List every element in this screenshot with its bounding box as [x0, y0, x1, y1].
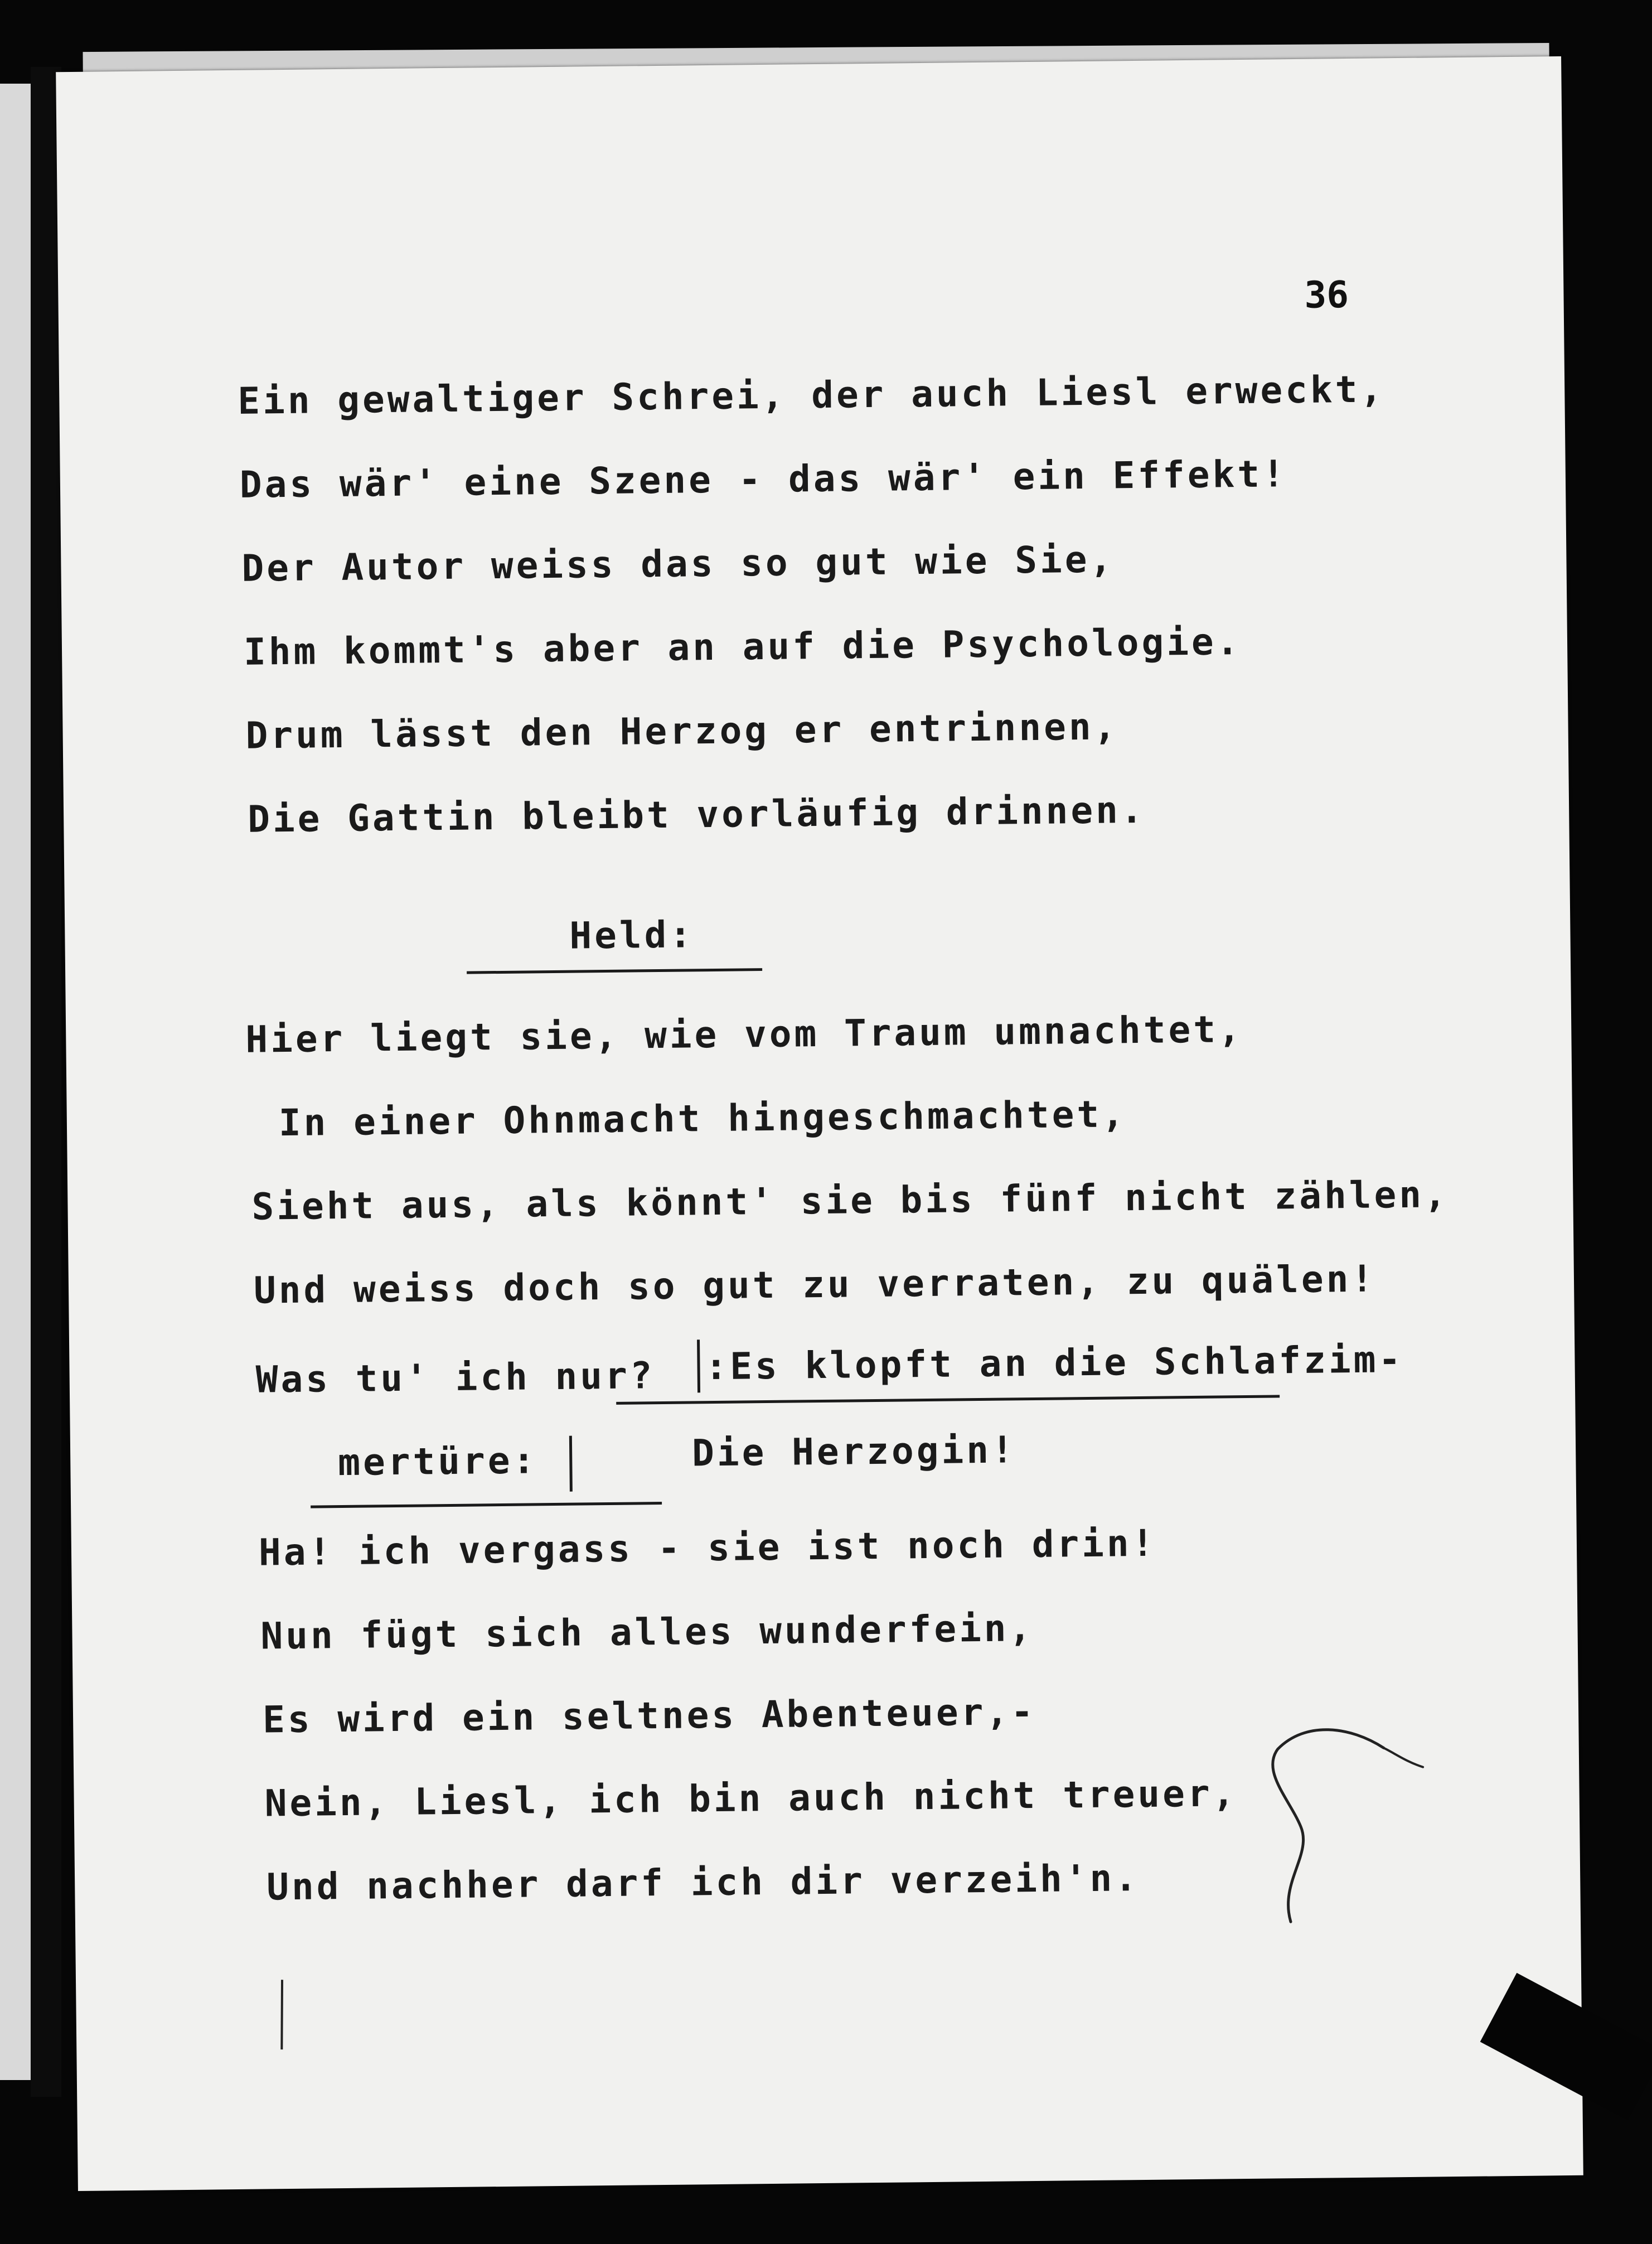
verse-line: Die Gattin bleibt vorläufig drinnen. [247, 788, 1146, 841]
verse-line: Ihm kommt's aber an auf die Psychologie. [243, 620, 1242, 674]
verse-line: Drum lässt den Herzog er entrinnen, [245, 705, 1119, 757]
speaker-underline [467, 968, 762, 974]
direction-underline [616, 1395, 1280, 1404]
speaker-name: Held: [569, 913, 695, 957]
page-number: 36 [1304, 273, 1349, 317]
verse-line: Der Autor weiss das so gut wie Sie, [241, 538, 1115, 590]
verse-line: Ha! ich vergass - sie ist noch drin! [258, 1521, 1157, 1574]
verse-line: Es wird ein seltnes Abenteuer,- [262, 1690, 1036, 1742]
binding-shadow [31, 67, 61, 2097]
verse-line: Die Herzogin! [691, 1428, 1017, 1475]
verse-line: Nun fügt sich alles wunderfein, [260, 1607, 1034, 1658]
direction-bracket-close [569, 1436, 573, 1492]
verse-line: In einer Ohnmacht hingeschmachtet, [278, 1092, 1127, 1145]
verse-line: Hier liegt sie, wie vom Traum umnachtet, [245, 1008, 1244, 1061]
direction-underline-2 [311, 1502, 662, 1508]
verse-line: Und nachher darf ich dir verzeih'n. [266, 1856, 1140, 1909]
verse-line: Und weiss doch so gut zu verraten, zu quälen! [253, 1257, 1377, 1312]
verse-line: Ein gewaltiger Schrei, der auch Liesl erweckt, [237, 367, 1385, 423]
pencil-bracket-mark [1255, 1714, 1436, 1939]
direction-bracket-open [697, 1339, 700, 1392]
verse-line: Sieht aus, als könnt' sie bis fünf nicht zählen, [251, 1173, 1450, 1229]
stage-direction: :Es klopft an die Schlafzim- [705, 1338, 1404, 1389]
verse-line: Nein, Liesl, ich bin auch nicht treuer, [264, 1772, 1238, 1825]
typescript-page [56, 56, 1583, 2191]
stage-direction-continued: mertüre: [337, 1439, 538, 1484]
verse-line: Das wär' eine Szene - das wär' ein Effekt! [239, 452, 1288, 506]
pencil-tick-mark [277, 1977, 288, 2055]
verse-line: Was tu' ich nur? [255, 1354, 655, 1401]
previous-page-edge [0, 84, 31, 2080]
